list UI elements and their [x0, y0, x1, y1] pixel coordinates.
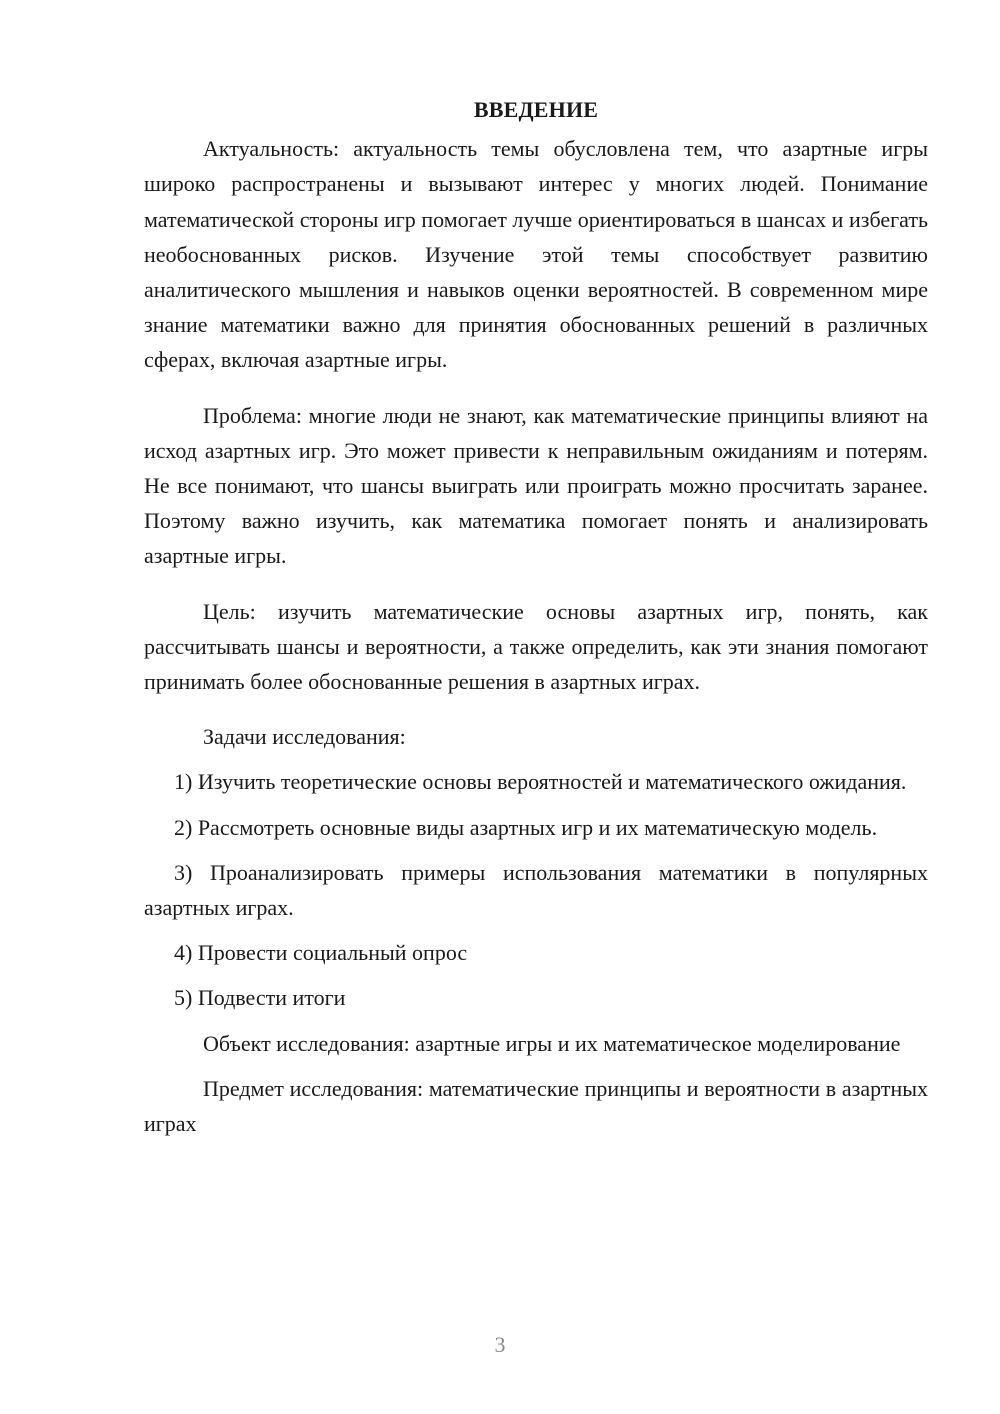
problem-paragraph: Проблема: многие люди не знают, как математические принципы влияют на исход азартных игр. Это может привести к неправильным ожиданиям и потерям. Не все понимают, что шансы выиграть или проиграть можно просчитать заранее. Поэтому важно изучить, как математика помогает понять и анализировать азартные игры.: [144, 402, 928, 569]
document-body: [144, 92, 928, 1151]
task-item: 5) Подвести итоги: [174, 985, 346, 1011]
tasks-heading: Задачи исследования:: [203, 724, 406, 750]
relevance-paragraph: Актуальность: актуальность темы обусловлена тем, что азартные игры широко распространены и вызывают интерес у многих людей. Понимание математической стороны игр помогает лучше ориентироваться в шансах и избегать необоснованных рисков. Изучение этой темы способствует развитию аналитического мышления и навыков оценки вероятностей. В современном мире знание математики важно для принятия обоснованных решений в различных сферах, включая азартные игры.: [144, 136, 928, 373]
task-item: 1) Изучить теоретические основы вероятностей и математического ожидания.: [174, 769, 907, 795]
task-item: 3) Проанализировать примеры использования математики в популярных азартных играх.: [144, 859, 928, 921]
goal-paragraph: Цель: изучить математические основы азартных игр, понять, как рассчитывать шансы и вероятности, а также определить, как эти знания помогают принимать более обоснованные решения в азартных играх.: [144, 598, 928, 695]
page-title: ВВЕДЕНИЕ: [473, 97, 599, 122]
page-number: 3: [494, 1332, 506, 1357]
object-paragraph: Объект исследования: азартные игры и их математическое моделирование: [203, 1030, 901, 1056]
task-item: 2) Рассмотреть основные виды азартных игр и их математическую модель.: [174, 814, 878, 840]
subject-paragraph: Предмет исследования: математические принципы и вероятности в азартных играх: [144, 1075, 928, 1137]
task-item: 4) Провести социальный опрос: [174, 940, 468, 966]
